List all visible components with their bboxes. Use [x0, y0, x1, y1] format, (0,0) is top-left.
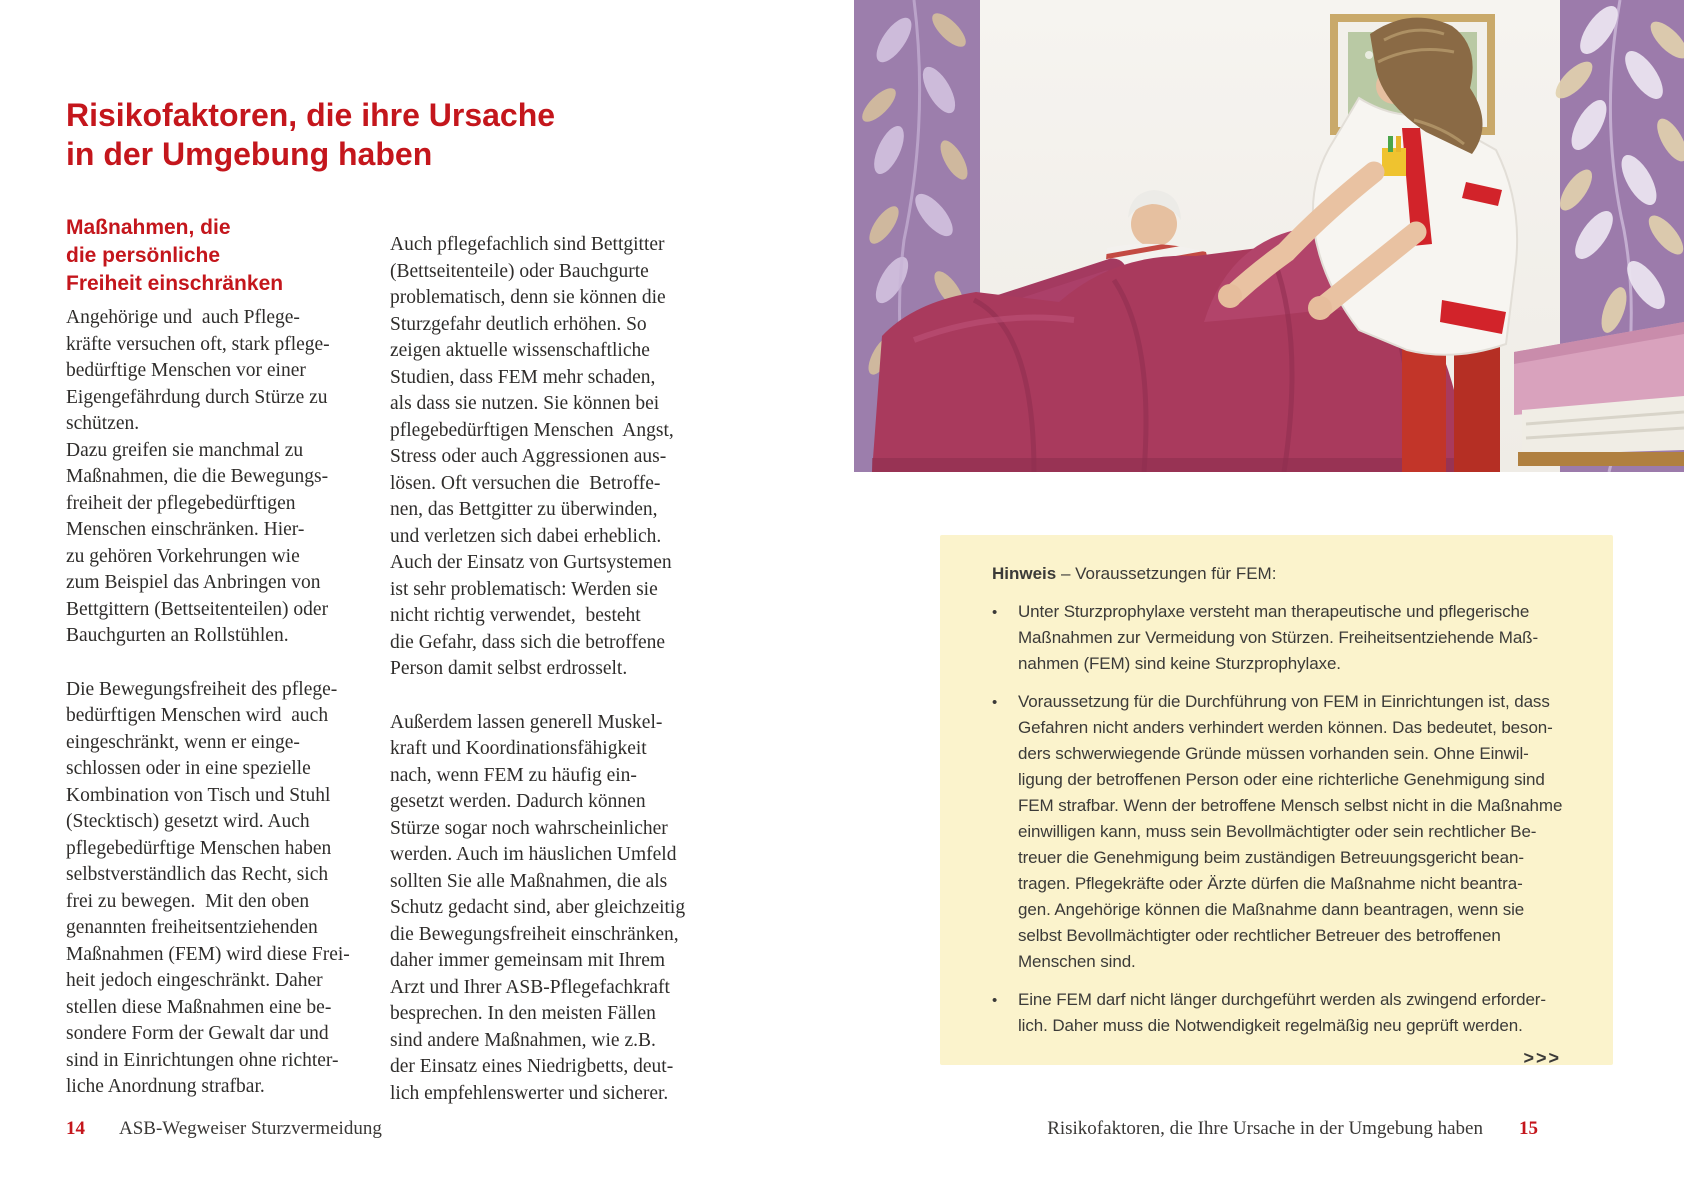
- footer-left-label: ASB-Wegweiser Sturzvermeidung: [119, 1118, 382, 1139]
- bullet-text: Eine FEM darf nicht länger durchgeführt werden als zwingend erforder- lich. Daher muss die Notwendigkeit regelmäßig neu geprüft werden.: [1018, 990, 1546, 1035]
- bullet-marker: •: [992, 694, 998, 711]
- continuation-marker: >>>: [1523, 1048, 1561, 1068]
- hint-box: [940, 535, 1613, 1068]
- hint-bullet: [992, 689, 1587, 975]
- bullet-marker: •: [992, 992, 998, 1009]
- photo-caregiver-making-bed: [854, 0, 1684, 472]
- paragraph: Die Bewegungsfreiheit des pflege- bedürftigen Menschen wird auch eingeschränkt, wenn er einge- schlossen oder in eine spezielle Kombination von Tisch und Stuhl (Stecktisch) gesetzt wird. Auch pflegebedürftige Menschen haben selbstverständlich das Recht, sich frei zu bewegen. Mit den oben genannten freiheitsentziehenden Maßnahmen (FEM) wird diese Frei- heit jedoch eingeschränkt. Daher stellen diese Maßnahmen eine be- sondere Form der Gewalt dar und sind in Einrichtungen ohne richter- liche Anordnung strafbar.: [66, 678, 350, 1097]
- paragraph: Auch pflegefachlich sind Bettgitter (Bettseitenteile) oder Bauchgurte problematisch, denn sie können die Sturzgefahr deutlich erhöhen. So zeigen aktuelle wissenschaftliche Studien, dass FEM mehr schaden, als dass sie nutzen. Sie können bei pflegebedürftigen Menschen Angst, Stress oder auch Aggressionen aus- lösen. Oft versuchen die Betroffe- nen, das Bettgitter zu überwinden, und verletzen sich dabei erheblich. Auch der Einsatz von Gurtsystemen ist sehr problematisch: Werden sie nicht richtig verwendet, besteht die Gefahr, dass sich die betroffene Person damit selbst erdrosselt.: [390, 234, 674, 679]
- hint-title: [992, 561, 1587, 587]
- paragraph: Außerdem lassen generell Muskel- kraft und Koordinationsfähigkeit nach, wenn FEM zu häufig ein- gesetzt werden. Dadurch können Stürze sogar noch wahrscheinlicher werden. Auch im häuslichen Umfeld sollten Sie alle Maßnahmen, die als Schutz gedacht sind, aber gleichzeitig die Bewegungsfreiheit einschränken, daher immer gemeinsam mit Ihrem Arzt und Ihrer ASB-Pflegefachkraft besprechen. In den meisten Fällen sind andere Maßnahmen, wie z.B. der Einsatz eines Niedrigbetts, deut- lich empfehlenswerter und sicherer.: [390, 711, 686, 1104]
- section-heading: Maßnahmen, die die persönliche Freiheit einschränken: [66, 216, 284, 295]
- left-column: [66, 214, 396, 1128]
- middle-column: [390, 232, 720, 1134]
- page-title: Risikofaktoren, die ihre Ursache in der Umgebung haben: [66, 97, 556, 172]
- hint-title-rest: – Voraussetzungen für FEM:: [1056, 564, 1277, 583]
- footer-right: [1047, 1118, 1538, 1140]
- page-number-right: 15: [1519, 1118, 1538, 1139]
- hint-bullet: [992, 599, 1587, 677]
- hint-title-bold: Hinweis: [992, 564, 1057, 583]
- bullet-text: Voraussetzung für die Durchführung von FEM in Einrichtungen ist, dass Gefahren nicht anders verhindert werden können. Das bedeutet, beson- ders schwerwiegende Gründe müssen vorhanden sein. Ohne Einwil- ligung der betroffenen Person oder eine richterliche Genehmigung sind FEM strafbar. Wenn der betroffene Mensch selbst nicht in die Maßnahme einwilligen kann, muss sein Bevollmächtigter oder sein rechtlicher Be- treuer die Genehmigung beim zuständigen Betreuungsgericht bean- tragen. Pflegekräfte oder Ärzte dürfen die Maßnahme nicht beantra- gen. Angehörige können die Maßnahme dann beantragen, wenn sie selbst Bevollmächtigter oder rechtlicher Betreuer des betroffenen Menschen sind.: [1018, 692, 1563, 971]
- bullet-text: Unter Sturzprophylaxe versteht man therapeutische und pflegerische Maßnahmen zur Vermeidung von Stürzen. Freiheitsentziehende Maß- nahmen (FEM) sind keine Sturzprophylaxe.: [1018, 602, 1539, 673]
- footer-left: [66, 1118, 382, 1140]
- hint-bullet: [992, 987, 1587, 1039]
- page-number-left: 14: [66, 1118, 85, 1139]
- footer-right-label: Risikofaktoren, die Ihre Ursache in der Umgebung haben: [1047, 1118, 1483, 1139]
- paragraph: Angehörige und auch Pflege- kräfte versuchen oft, stark pflege- bedürftige Menschen vor einer Eigengefährdung durch Stürze zu schützen. Dazu greifen sie manchmal zu Maßnahmen, die die Bewegungs- freiheit der pflegebedürftigen Menschen einschränken. Hier- zu gehören Vorkehrungen wie zum Beispiel das Anbringen von Bettgittern (Bettseitenteilen) oder Bauchgurten an Rollstühlen.: [66, 307, 330, 646]
- bullet-marker: •: [992, 604, 998, 621]
